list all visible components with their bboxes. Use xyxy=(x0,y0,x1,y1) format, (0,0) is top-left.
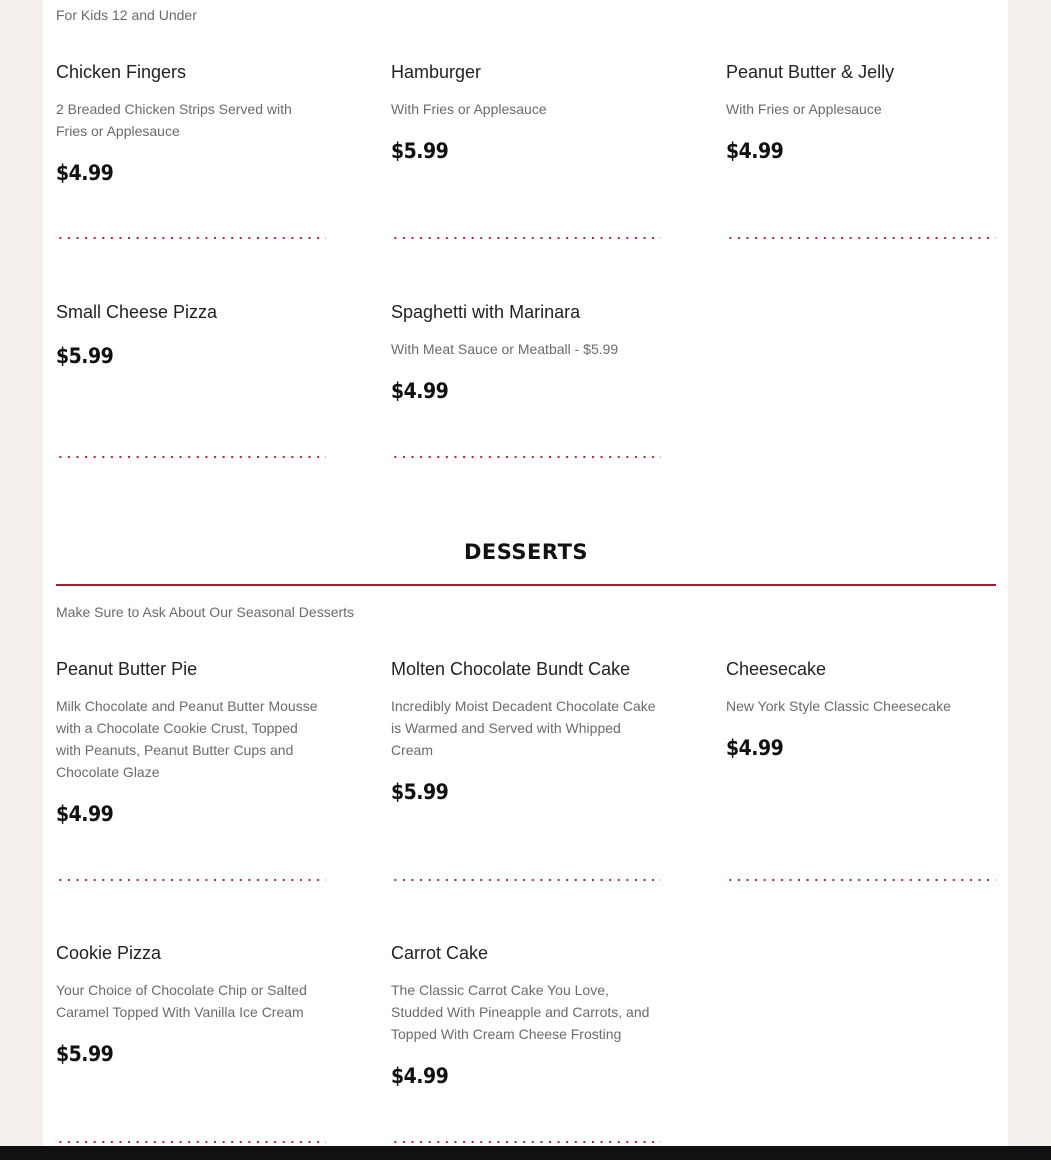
item-price: $4.99 xyxy=(391,1064,449,1088)
item-name: Small Cheese Pizza xyxy=(56,302,218,322)
section-rule xyxy=(56,584,996,586)
dotted-divider xyxy=(391,878,661,882)
item-description: Your Choice of Chocolate Chip or Salted Caramel Topped With Vanilla Ice Cream xyxy=(56,982,307,1020)
item-price: $4.99 xyxy=(726,139,784,163)
desserts-heading: DESSERTS xyxy=(463,540,589,564)
item-price: $4.99 xyxy=(726,736,784,760)
dotted-divider xyxy=(56,236,326,240)
menu-item xyxy=(391,61,661,164)
bottom-bar xyxy=(0,1146,1051,1160)
item-name: Carrot Cake xyxy=(391,943,489,963)
menu-item xyxy=(56,658,326,827)
item-price: $4.99 xyxy=(56,161,114,185)
item-description: The Classic Carrot Cake You Love, Studded With Pineapple and Carrots, and Topped With Cream Cheese Frosting xyxy=(391,982,650,1042)
menu-item xyxy=(56,301,326,369)
item-description: New York Style Classic Cheesecake xyxy=(726,698,951,714)
item-price: $4.99 xyxy=(56,802,114,826)
item-price: $5.99 xyxy=(391,780,449,804)
item-description: With Fries or Applesauce xyxy=(391,101,547,117)
menu-item xyxy=(391,301,661,404)
item-name: Hamburger xyxy=(391,62,482,82)
menu-item xyxy=(726,658,996,761)
kids-section-note: For Kids 12 and Under xyxy=(56,7,197,23)
item-name: Molten Chocolate Bundt Cake xyxy=(391,659,631,679)
item-name: Cookie Pizza xyxy=(56,943,162,963)
dotted-divider xyxy=(56,878,326,882)
desserts-section-note: Make Sure to Ask About Our Seasonal Desserts xyxy=(56,604,355,620)
dotted-divider xyxy=(391,1140,661,1144)
dotted-divider xyxy=(56,1140,326,1144)
item-price: $5.99 xyxy=(391,139,449,163)
item-price: $5.99 xyxy=(56,344,114,368)
item-name: Peanut Butter Pie xyxy=(56,659,198,679)
item-price: $4.99 xyxy=(391,379,449,403)
item-description: 2 Breaded Chicken Strips Served with Fries or Applesauce xyxy=(56,101,292,139)
item-description: With Fries or Applesauce xyxy=(726,101,882,117)
menu-item xyxy=(391,658,661,805)
menu-item xyxy=(56,61,326,186)
item-name: Chicken Fingers xyxy=(56,62,187,82)
dotted-divider xyxy=(726,236,996,240)
item-description: Milk Chocolate and Peanut Butter Mousse with a Chocolate Cookie Crust, Topped with Peanuts, Peanut Butter Cups and Chocolate Glaze xyxy=(56,698,318,780)
dotted-divider xyxy=(56,455,326,459)
item-description: With Meat Sauce or Meatball - $5.99 xyxy=(391,341,619,357)
item-price: $5.99 xyxy=(56,1042,114,1066)
menu-item xyxy=(56,942,326,1067)
item-name: Peanut Butter & Jelly xyxy=(726,62,895,82)
item-description: Incredibly Moist Decadent Chocolate Cake is Warmed and Served with Whipped Cream xyxy=(391,698,656,758)
dotted-divider xyxy=(391,236,661,240)
dotted-divider xyxy=(391,455,661,459)
dotted-divider xyxy=(726,878,996,882)
menu-item xyxy=(391,942,661,1089)
menu-panel xyxy=(43,0,1008,1146)
item-name: Spaghetti with Marinara xyxy=(391,302,581,322)
item-name: Cheesecake xyxy=(726,659,827,679)
menu-item xyxy=(726,61,996,164)
